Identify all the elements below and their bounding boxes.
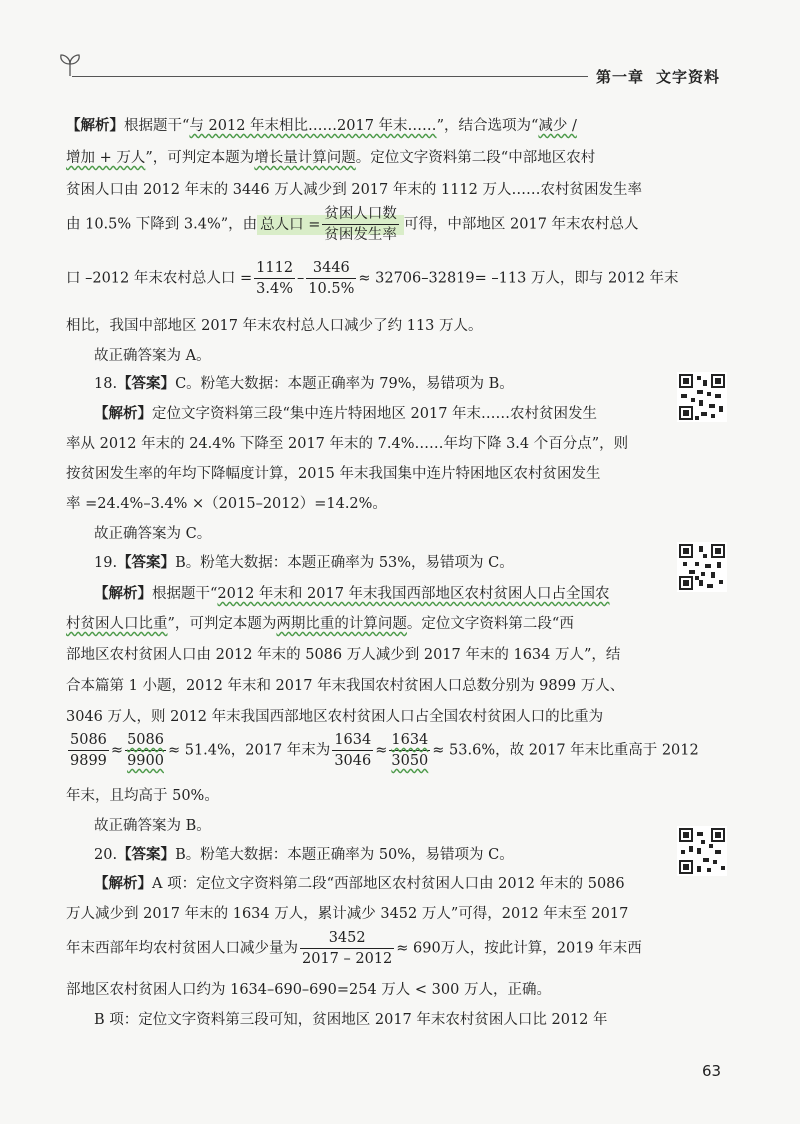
text-line: 率从 2012 年末的 24.4% 下降至 2017 年末的 7.4%……年均下降 3.4 个百分点”，则 (66, 436, 629, 452)
qr-code-icon[interactable] (677, 372, 727, 422)
qr-code-icon[interactable] (677, 542, 727, 592)
question-answer-20: 20.【答案】B。粉笔大数据：本题正确率为 50%，易错项为 C。 (94, 847, 514, 863)
text-line: 贫困人口由 2012 年末的 3446 万人减少到 2017 年末的 1112 万人……农村贫困发生率 (66, 182, 642, 198)
text-line: 万人减少到 2017 年末的 1634 万人，累计减少 3452 万人”可得，2012 年末至 2017 (66, 906, 629, 922)
text-line: 按贫困发生率的年均下降幅度计算，2015 年末我国集中连片特困地区农村贫困发生 (66, 466, 601, 482)
text-line: 部地区农村贫困人口约为 1634–690–690=254 万人 < 300 万人，正确。 (66, 982, 551, 998)
text-line: 年末，且均高于 50%。 (66, 788, 219, 804)
page-number: 63 (702, 1062, 722, 1080)
text-line: 3046 万人，则 2012 年末我国西部地区农村贫困人口占全国农村贫困人口的比重为 (66, 709, 604, 725)
text-line: 【解析】根据题干“2012 年末和 2017 年末我国西部地区农村贫困人口占全国农 (94, 586, 610, 602)
question-answer-19: 19.【答案】B。粉笔大数据：本题正确率为 53%，易错项为 C。 (94, 555, 514, 571)
header-rule (72, 76, 588, 77)
answer-line: 故正确答案为 A。 (94, 348, 211, 364)
text-line: 【解析】定位文字资料第三段“集中连片特困地区 2017 年末……农村贫困发生 (94, 406, 598, 422)
chapter-header (596, 66, 720, 87)
answer-line: 故正确答案为 C。 (94, 526, 212, 542)
text-line-formula: 由 10.5% 下降到 3.4%”，由 总人口 = $\frac{\text{贫困人口数}}{\text{贫困发生率}}$ 可得，中部地区 2017 年末农村总人 (66, 206, 639, 243)
text-line: B 项：定位文字资料第三段可知，贫困地区 2017 年末农村贫困人口比 2012 年 (94, 1012, 608, 1028)
chapter-label: 第一章 (596, 68, 645, 86)
formula-highlight: 总人口 = $\frac{\text{贫困人口数}}{\text{贫困发生率}}$ (257, 215, 404, 235)
text-line: 相比，我国中部地区 2017 年末农村总人口减少了约 113 万人。 (66, 318, 483, 334)
text-line: 增加 + 万人”，可判定本题为增长量计算问题。定位文字资料第二段“中部地区农村 (66, 150, 596, 166)
leaf-logo-icon (58, 52, 82, 82)
text-line: 【解析】A 项：定位文字资料第二段“西部地区农村贫困人口由 2012 年末的 5086 (94, 876, 625, 892)
answer-line: 故正确答案为 B。 (94, 818, 211, 834)
text-line: 村贫困人口比重”，可判定本题为两期比重的计算问题。定位文字资料第二段“西 (66, 616, 574, 632)
text-line-formula: 年末西部年均农村贫困人口减少量为 $\frac{3452}{2017 - 2012}$ ≈ 690万人，按此计算，2019 年末西 (66, 930, 642, 967)
text-line: 率 =24.4%–3.4% ×（2015–2012）=14.2%。 (66, 496, 387, 512)
chapter-title: 文字资料 (656, 68, 721, 86)
question-answer-18: 18.【答案】C。粉笔大数据：本题正确率为 79%，易错项为 B。 (94, 376, 514, 392)
text-line: 【解析】根据题干“与 2012 年末相比……2017 年末……”，结合选项为“减少 / (66, 118, 577, 134)
text-line-formula: $\frac{5086}{9899}$ ≈ $\frac{5086}{9900}$ ≈ 51.4%，2017 年末为 $\frac{1634}{3046}$ ≈ $\frac{1634}{3050}$ ≈ 53.6%，故 2017 年末比重高于 2012 (70, 732, 699, 769)
qr-code-icon[interactable] (677, 826, 727, 876)
text-line: 部地区农村贫困人口由 2012 年末的 5086 万人减少到 2017 年末的 1634 万人”，结 (66, 647, 621, 663)
text-line-formula: 口 –2012 年末农村总人口 = $\frac{1112}{3.4\%}$ – $\frac{3446}{10.5\%}$ ≈ 32706–32819= –113 万人，即与 2012 年末 (66, 260, 679, 297)
text-line: 合本篇第 1 小题，2012 年末和 2017 年末我国农村贫困人口总数分别为 9899 万人、 (66, 678, 625, 694)
